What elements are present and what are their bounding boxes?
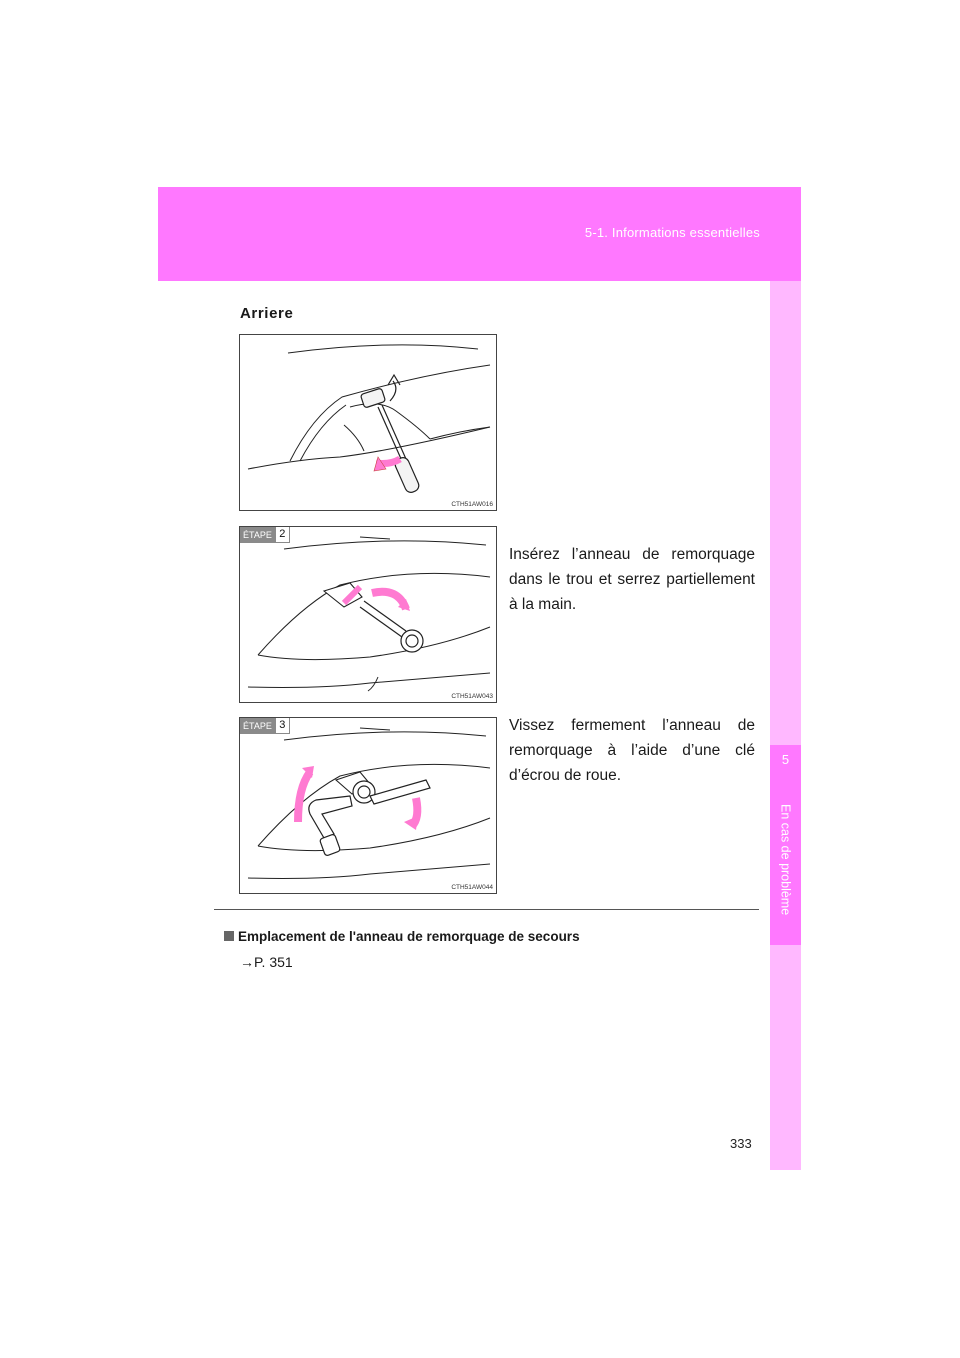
step-2-text: Insérez l’anneau de remorquage dans le trou et serrez partiellement à la main.: [509, 546, 755, 613]
section-heading: Arriere: [240, 305, 294, 322]
step-number: 3: [275, 718, 290, 734]
step-3-text: Vissez fermement l’anneau de remorquage à l’aide d’une clé d’écrou de roue.: [509, 717, 755, 784]
note-title: Emplacement de l'anneau de remorquage de secours: [238, 929, 580, 944]
figure-code: CTH51AW016: [451, 501, 493, 508]
step-label: ÉTAPE: [240, 718, 275, 734]
section-title: 5-1. Informations essentielles: [584, 225, 760, 240]
square-bullet-icon: [224, 931, 234, 941]
illustration-tighten-tow-eye: [239, 717, 497, 894]
page-number: 333: [730, 1136, 752, 1151]
section-divider: [214, 909, 759, 910]
illustration-insert-tow-eye: [239, 526, 497, 703]
side-tab: [770, 281, 801, 1170]
figure-code: CTH51AW043: [451, 693, 493, 700]
step-badge-2: [240, 527, 290, 543]
note-heading: [224, 929, 580, 944]
chapter-label-wrap: [770, 775, 801, 945]
page-reference-link[interactable]: →P. 351: [240, 954, 293, 970]
step-number: 2: [275, 527, 290, 543]
figure-code: CTH51AW044: [451, 884, 493, 891]
step-label: ÉTAPE: [240, 527, 275, 543]
chapter-number: 5: [781, 752, 790, 767]
chapter-label: En cas de problème: [778, 804, 793, 916]
step-badge-3: [240, 718, 290, 734]
illustration-remove-cover: [239, 334, 497, 511]
